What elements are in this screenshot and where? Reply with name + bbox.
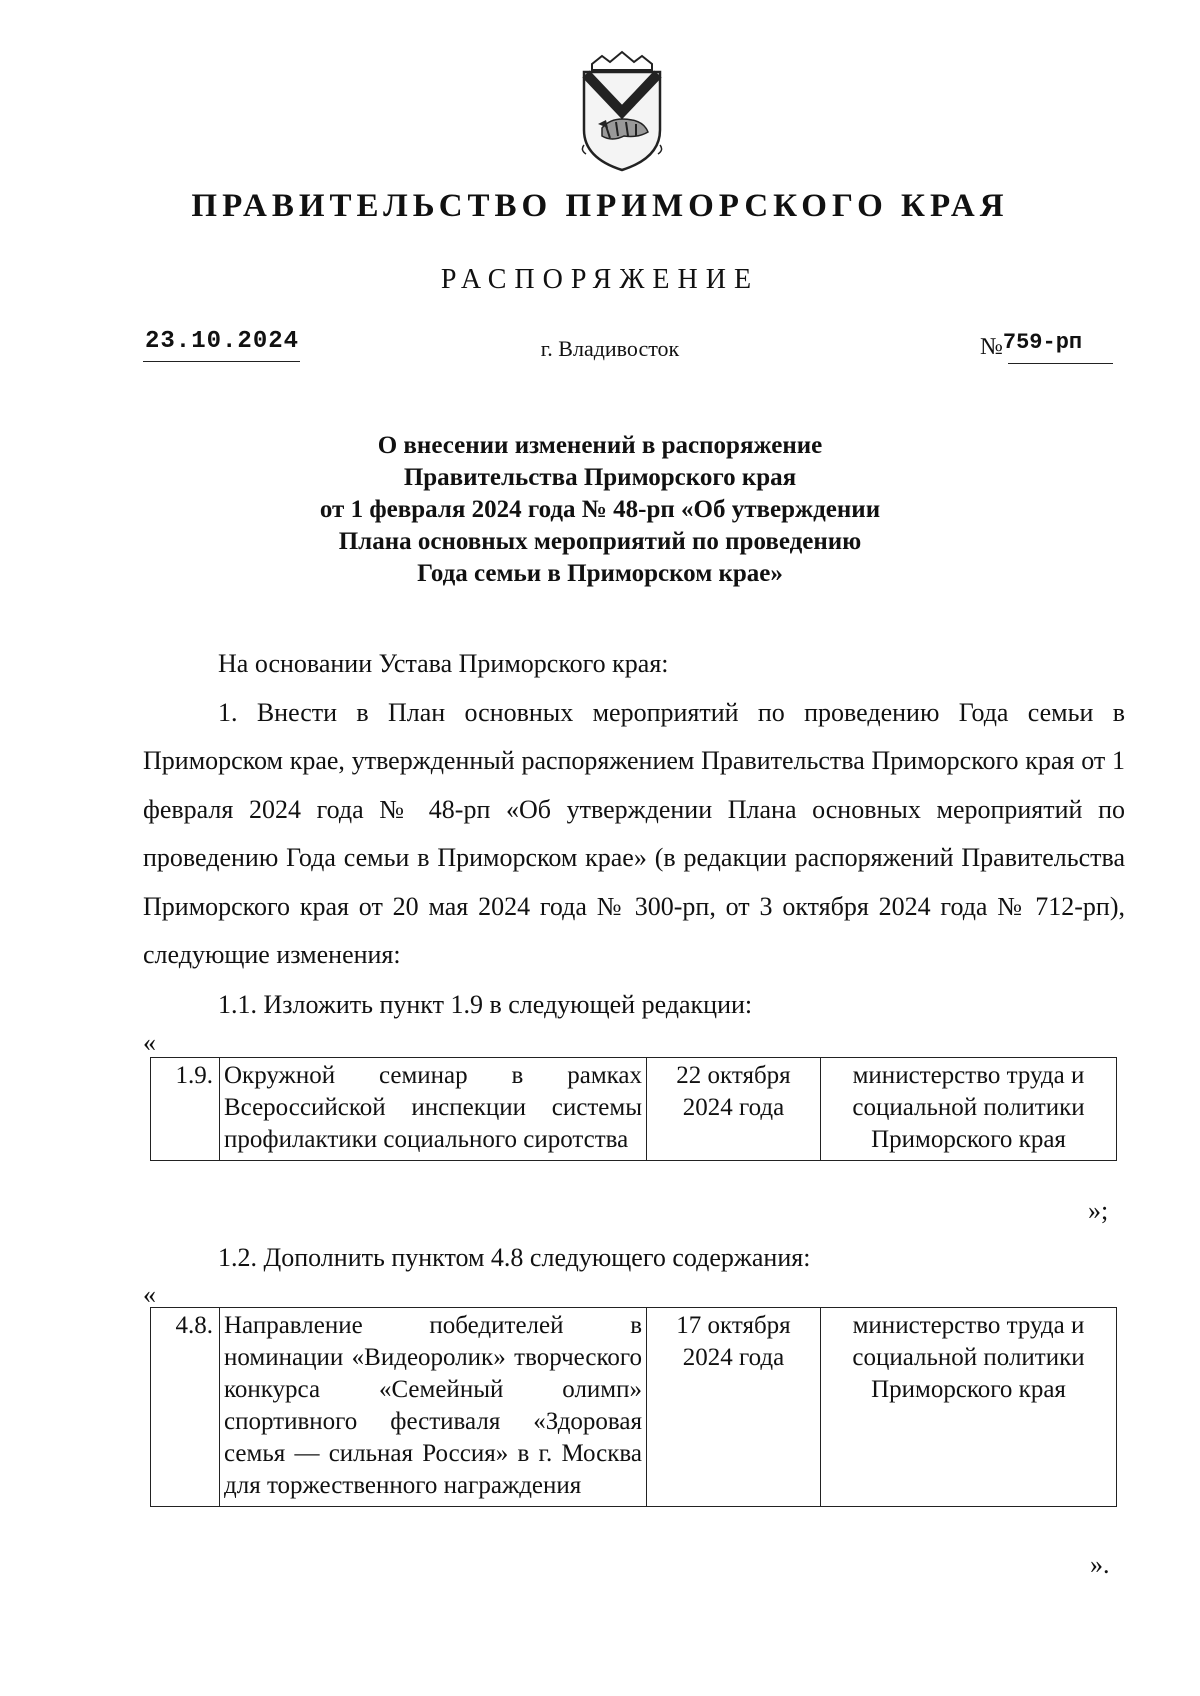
item-number: 4.8. xyxy=(151,1308,220,1507)
item-1-2-paragraph: 1.2. Дополнить пунктом 4.8 следующего содержания: xyxy=(218,1243,811,1272)
document-subject xyxy=(250,430,950,590)
amendment-table-2 xyxy=(150,1307,1117,1507)
item-date: 22 октября 2024 года xyxy=(647,1058,821,1161)
item-responsible: министерство труда и социальной политики Приморского края xyxy=(821,1058,1117,1161)
item-1-paragraph: 1. Внести в План основных мероприятий по проведению Года семьи в Приморском крае, утвержденный распоряжением Правительства Приморского края от 1 февраля 2024 года № 48-рп «Об утверждении Плана основных мероприятий по проведению Года семьи в Приморском крае» (в редакции распоряжений Правительства Приморского края от 20 мая 2024 года № 300-рп, от 3 октября 2024 года № 712-рп), следующие изменения: xyxy=(143,697,1125,969)
open-quote-2: « xyxy=(143,1280,156,1309)
item-1-1-paragraph: 1.1. Изложить пункт 1.9 в следующей редакции: xyxy=(218,990,753,1019)
table-row xyxy=(151,1058,1117,1161)
close-quote-1: »; xyxy=(1088,1196,1109,1225)
subject-line: О внесении изменений в распоряжение xyxy=(377,432,823,459)
document-number xyxy=(980,330,1082,361)
intro-paragraph: На основании Устава Приморского края: xyxy=(218,649,669,678)
open-quote: « xyxy=(143,1028,156,1057)
item-description: Окружной семинар в рамках Всероссийской инспекции системы профилактики социального сиротства xyxy=(220,1058,647,1161)
subject-line: Года семьи в Приморском крае» xyxy=(417,560,783,587)
document-type: РАСПОРЯЖЕНИЕ xyxy=(440,264,760,295)
document-city: г. Владивосток xyxy=(540,336,680,361)
number-underline xyxy=(1008,363,1113,364)
document-date: 23.10.2024 xyxy=(145,328,300,355)
subject-line: Плана основных мероприятий по проведению xyxy=(338,528,862,555)
item-number: 1.9. xyxy=(151,1058,220,1161)
government-title: ПРАВИТЕЛЬСТВО ПРИМОРСКОГО КРАЯ xyxy=(191,188,1009,224)
item-responsible: министерство труда и социальной политики Приморского края xyxy=(821,1308,1117,1507)
close-quote-2: ». xyxy=(1090,1550,1110,1579)
subject-line: от 1 февраля 2024 года № 48-рп «Об утверждении xyxy=(319,496,881,523)
coat-of-arms-icon xyxy=(572,50,672,175)
subject-line: Правительства Приморского края xyxy=(403,464,797,491)
item-date: 17 октября 2024 года xyxy=(647,1308,821,1507)
document-body xyxy=(143,640,1125,980)
item-description: Направление победителей в номинации «Видеоролик» творческого конкурса «Семейный олимп» спортивного фестиваля «Здоровая семья — сильная Россия» в г. Москва для торжественного награждения xyxy=(220,1308,647,1507)
number-sign: № xyxy=(980,334,1003,360)
number-value: 759-рп xyxy=(1002,330,1083,355)
table-row xyxy=(151,1308,1117,1507)
amendment-table-1 xyxy=(150,1057,1117,1161)
